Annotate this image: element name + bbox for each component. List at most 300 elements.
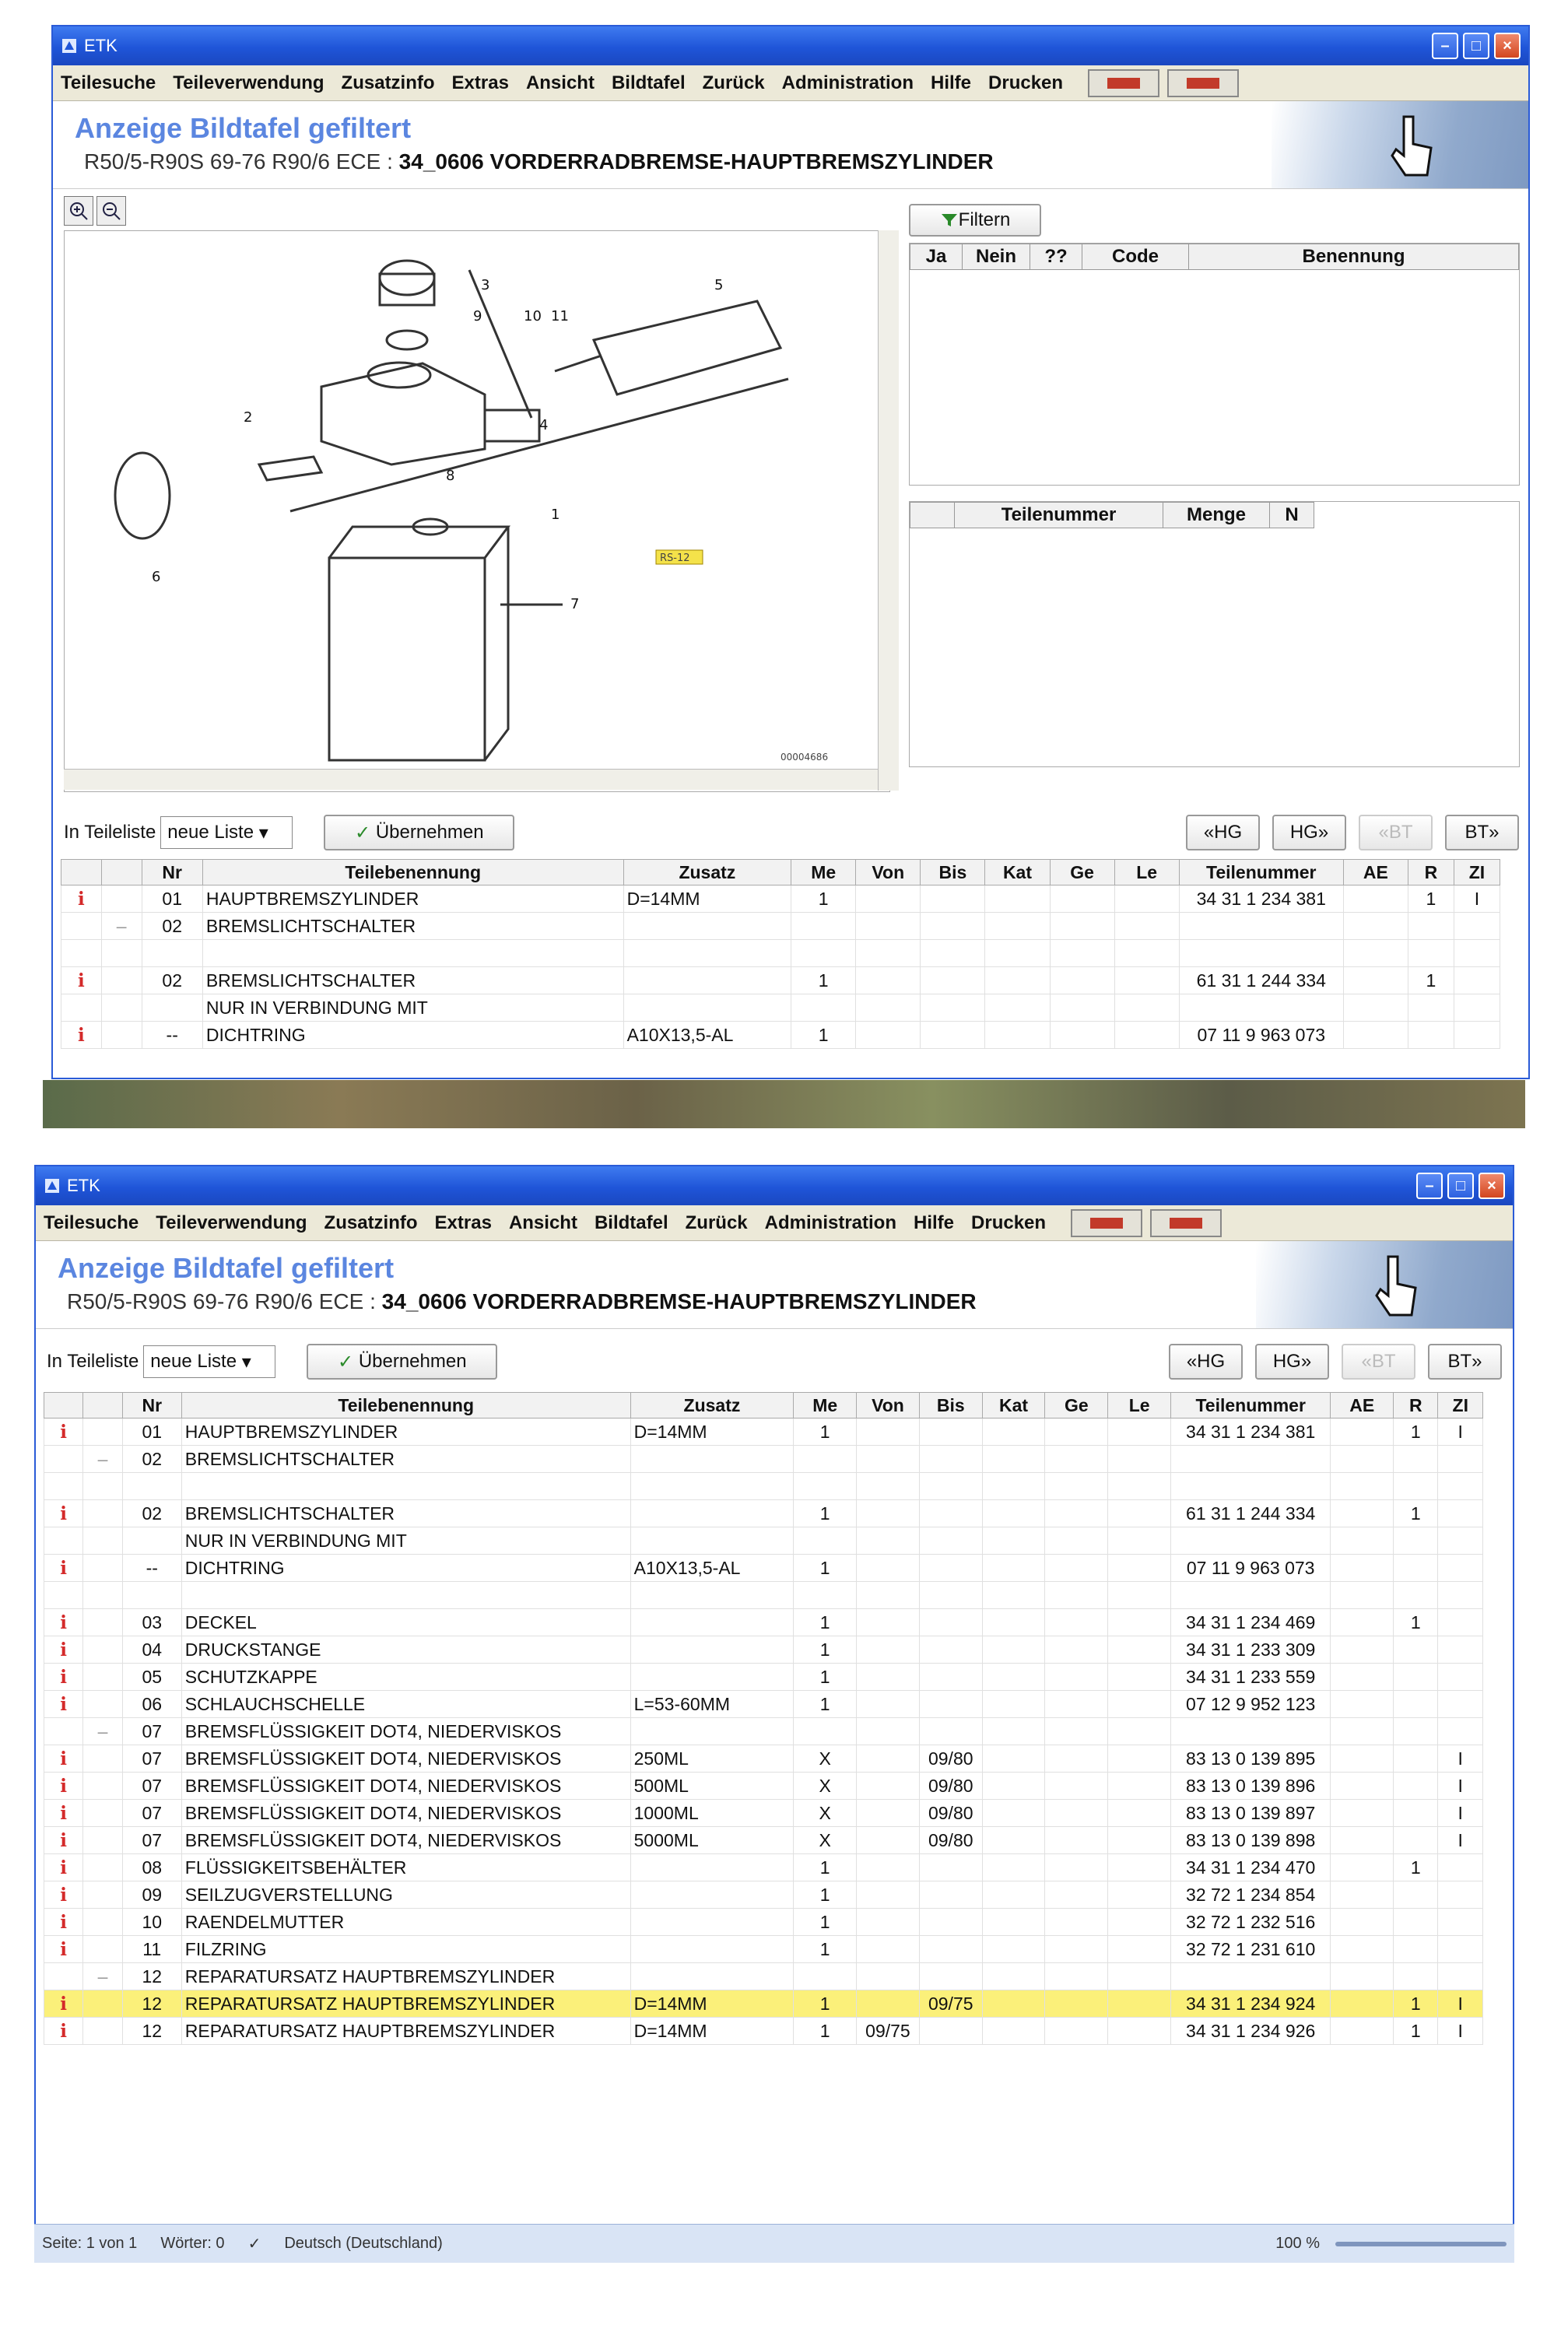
menu-item-bildtafel[interactable]: Bildtafel [594,1212,668,1233]
filter-button-label: Filtern [958,209,1011,230]
menu-item-hilfe[interactable]: Hilfe [931,72,972,93]
table-row[interactable] [44,1745,1483,1773]
cell-name: BREMSFLÜSSIGKEIT DOT4, NIEDERVISKOS [181,1745,630,1773]
toolbar-icon-b[interactable] [1167,69,1239,97]
callout-11: 11 [551,308,569,324]
zoom-out-icon [101,201,121,221]
cell-teilenummer: 34 31 1 233 559 [1171,1664,1331,1691]
cell-le [1114,967,1179,994]
menu-item-administration[interactable]: Administration [764,1212,896,1233]
cell-me [791,913,856,940]
apply-button[interactable]: ✓ Übernehmen [307,1344,497,1380]
info-icon[interactable] [44,1718,83,1745]
cell-teilenummer: 07 11 9 963 073 [1179,1022,1343,1049]
column-header[interactable]: Le [1108,1393,1171,1418]
table-row[interactable] [44,2018,1483,2045]
cell-name [181,1582,630,1609]
cell-von [857,1963,920,1990]
column-header[interactable]: Von [857,1393,920,1418]
cell-von [857,1555,920,1582]
group-label: 34_0606 VORDERRADBREMSE-HAUPTBREMSZYLINDER [381,1289,977,1313]
cell-kat [982,1773,1045,1800]
table-row[interactable] [44,1473,1483,1500]
cell-ae [1331,1990,1394,2018]
maximize-button[interactable]: □ [1463,33,1489,59]
cell-von: 09/75 [857,2018,920,2045]
cell-nr: 07 [122,1718,181,1745]
table-row[interactable] [44,1555,1483,1582]
cell-bis [919,1555,982,1582]
etk-window-top [51,25,1530,1079]
table-row[interactable] [44,1909,1483,1936]
cell-r [1408,1022,1454,1049]
column-header[interactable]: ZI [1438,1393,1483,1418]
cell-zi [1438,1963,1483,1990]
info-icon[interactable]: i [44,1854,83,1881]
cell-von [857,1990,920,2018]
cell-nr: 07 [122,1827,181,1854]
info-icon[interactable]: i [44,1500,83,1527]
info-icon[interactable]: i [44,1418,83,1446]
column-header[interactable]: AE [1331,1393,1394,1418]
cell-nr: 08 [122,1854,181,1881]
cell-ge [1050,967,1114,994]
cell-le [1108,1582,1171,1609]
cell-bis [921,967,985,994]
info-icon[interactable] [61,940,102,967]
table-row[interactable] [61,1022,1500,1049]
cell-le [1108,1990,1171,2018]
info-icon[interactable]: i [44,1609,83,1636]
menu-item-zusatzinfo[interactable]: Zusatzinfo [324,1212,418,1233]
cell-nr [122,1527,181,1555]
info-icon[interactable]: i [44,1636,83,1664]
cell-ae [1331,1881,1394,1909]
table-row[interactable] [61,994,1500,1022]
cell-name: NUR IN VERBINDUNG MIT [181,1527,630,1555]
apply-button[interactable]: ✓ Übernehmen [324,815,514,850]
menu-item-ansicht[interactable]: Ansicht [525,72,595,93]
cell-bis [919,1664,982,1691]
column-header[interactable]: Nr [122,1393,181,1418]
cell-von [856,913,921,940]
info-icon[interactable] [44,1527,83,1555]
window-title: ETK [84,36,118,55]
menu-item-ansicht[interactable]: Ansicht [508,1212,577,1233]
etk-app-icon [44,1177,61,1194]
toolbar-icon-a[interactable] [1071,1209,1142,1237]
cell-ae [1331,1582,1394,1609]
menu-item-hilfe[interactable]: Hilfe [914,1212,955,1233]
col-teilenummer[interactable]: Teilenummer [955,503,1163,528]
cell-zi [1454,1022,1500,1049]
column-header[interactable]: Bis [919,1393,982,1418]
cell-ae [1331,1745,1394,1773]
diagram-vertical-scrollbar[interactable] [878,230,899,791]
cell-ae [1331,1527,1394,1555]
parts-toolbar [47,1341,1502,1382]
cell-name [181,1473,630,1500]
cell-teilenummer [1171,1963,1331,1990]
table-row[interactable] [44,1500,1483,1527]
cell-name: FILZRING [181,1936,630,1963]
column-header[interactable]: Me [791,860,856,885]
filter-button[interactable] [909,204,1041,237]
table-row[interactable] [44,1800,1483,1827]
cell-teilenummer: 32 72 1 231 610 [1171,1936,1331,1963]
exploded-diagram[interactable] [64,230,890,792]
parts-list-label: In Teileliste [47,1351,139,1372]
table-row[interactable] [44,1527,1483,1555]
close-button[interactable]: × [1494,33,1521,59]
cell-zusatz: 5000ML [630,1827,794,1854]
maximize-button[interactable]: □ [1447,1173,1474,1199]
cell-name: HAUPTBREMSZYLINDER [181,1418,630,1446]
cell-teilenummer: 34 31 1 233 309 [1171,1636,1331,1664]
next-bt-button[interactable]: BT» [1428,1344,1502,1380]
diagram-horizontal-scrollbar[interactable] [64,769,878,790]
cell-ae [1331,1473,1394,1500]
menubar [36,1205,1513,1241]
cell-r [1394,1718,1438,1745]
table-row[interactable] [44,1582,1483,1609]
table-row[interactable] [44,1691,1483,1718]
zoom-slider[interactable] [1335,2242,1507,2246]
table-row[interactable] [44,1773,1483,1800]
cell-name: DICHTRING [202,1022,623,1049]
cell-zi [1438,1500,1483,1527]
zoom-in-button[interactable] [64,196,93,226]
column-header[interactable] [101,860,142,885]
table-row[interactable] [61,885,1500,913]
menu-item-zusatzinfo[interactable]: Zusatzinfo [341,72,435,93]
table-row[interactable] [61,913,1500,940]
info-icon[interactable]: i [44,1909,83,1936]
column-header[interactable]: Teilenummer [1179,860,1343,885]
table-row[interactable] [61,940,1500,967]
info-icon[interactable]: i [44,1664,83,1691]
col-benennung[interactable]: Benennung [1189,244,1519,270]
menu-item-teileverwendung[interactable]: Teileverwendung [173,72,324,93]
parts-table [61,859,1500,1049]
info-icon[interactable]: i [44,1800,83,1827]
cell-me: 1 [794,1990,857,2018]
table-row[interactable] [44,1418,1483,1446]
expand-marker [83,1473,122,1500]
info-icon[interactable]: i [44,1881,83,1909]
col-n[interactable]: N [1270,503,1314,528]
cell-r [1408,940,1454,967]
table-row[interactable] [44,1636,1483,1664]
parts-table [44,1392,1483,2045]
info-icon[interactable]: i [44,2018,83,2045]
cell-kat [982,1609,1045,1636]
column-header[interactable]: Von [856,860,921,885]
expand-marker [83,1609,122,1636]
cell-me: 1 [794,2018,857,2045]
cell-zusatz [630,1718,794,1745]
cell-ge [1045,1664,1108,1691]
cell-ge [1045,1691,1108,1718]
cell-me: 1 [791,1022,856,1049]
info-icon[interactable] [44,1473,83,1500]
info-icon[interactable] [61,994,102,1022]
cell-bis [921,885,985,913]
cell-teilenummer: 83 13 0 139 897 [1171,1800,1331,1827]
cell-ge [1045,1909,1108,1936]
cell-bis [919,2018,982,2045]
callout-6: 6 [152,569,161,585]
cell-bis [919,1718,982,1745]
column-header[interactable]: R [1408,860,1454,885]
menu-item-drucken[interactable]: Drucken [971,1212,1047,1233]
cell-me: 1 [794,1854,857,1881]
info-icon[interactable]: i [44,1936,83,1963]
cell-r [1408,913,1454,940]
cell-name: DRUCKSTANGE [181,1636,630,1664]
cell-name: BREMSFLÜSSIGKEIT DOT4, NIEDERVISKOS [181,1800,630,1827]
cell-zi [1438,1473,1483,1500]
next-bt-button[interactable]: BT» [1445,815,1519,850]
header-decoration [1272,101,1528,188]
column-header[interactable] [44,1393,83,1418]
cell-bis [919,1909,982,1936]
cell-zi [1438,1664,1483,1691]
cell-ge [1045,1636,1108,1664]
table-row[interactable] [44,1990,1483,2018]
cell-teilenummer: 83 13 0 139 896 [1171,1773,1331,1800]
table-row[interactable] [44,1881,1483,1909]
prev-hg-button[interactable]: «HG [1186,815,1260,850]
model-label: R50/5-R90S 69-76 R90/6 ECE : [84,149,393,174]
info-icon[interactable]: i [61,885,102,913]
cell-me: 1 [791,967,856,994]
cell-r: 1 [1394,1854,1438,1881]
info-icon[interactable] [44,1582,83,1609]
menu-item-zur-ck[interactable]: Zurück [702,72,765,93]
column-header[interactable]: R [1394,1393,1438,1418]
column-header[interactable]: Me [794,1393,857,1418]
cell-r [1394,1446,1438,1473]
menu-item-bildtafel[interactable]: Bildtafel [611,72,686,93]
cell-teilenummer [1171,1527,1331,1555]
expand-marker [83,1745,122,1773]
minimize-button[interactable]: – [1416,1173,1443,1199]
menu-item-extras[interactable]: Extras [451,72,509,93]
cell-name: REPARATURSATZ HAUPTBREMSZYLINDER [181,1990,630,2018]
cell-kat [982,1745,1045,1773]
cell-ge [1045,1555,1108,1582]
menu-item-extras[interactable]: Extras [434,1212,492,1233]
column-header[interactable]: Kat [985,860,1050,885]
cell-ae [1343,994,1408,1022]
cell-teilenummer: 07 12 9 952 123 [1171,1691,1331,1718]
cell-kat [982,1418,1045,1446]
cell-me: X [794,1773,857,1800]
cell-kat [982,1691,1045,1718]
table-row[interactable] [44,1963,1483,1990]
info-icon[interactable]: i [44,1773,83,1800]
cell-zusatz [630,1854,794,1881]
column-header[interactable]: Zusatz [623,860,791,885]
menu-item-drucken[interactable]: Drucken [988,72,1064,93]
expand-marker: – [83,1446,122,1473]
column-header[interactable]: Ge [1050,860,1114,885]
toolbar-icon-b[interactable] [1150,1209,1222,1237]
cell-name: REPARATURSATZ HAUPTBREMSZYLINDER [181,2018,630,2045]
cell-bis [919,1418,982,1446]
cell-nr: 03 [122,1609,181,1636]
column-header[interactable]: Nr [142,860,202,885]
zoom-out-button[interactable] [96,196,126,226]
expand-marker [101,885,142,913]
column-header[interactable]: Teilenummer [1171,1393,1331,1418]
cell-r [1394,1936,1438,1963]
info-icon[interactable] [44,1963,83,1990]
cell-zusatz: 1000ML [630,1800,794,1827]
col-menge[interactable]: Menge [1163,503,1270,528]
cell-zi: I [1438,1800,1483,1827]
pointer-hand-icon [1256,1241,1513,1328]
column-header[interactable]: Teilebenennung [181,1393,630,1418]
info-icon[interactable]: i [44,1691,83,1718]
info-icon[interactable]: i [44,1555,83,1582]
cell-ge [1045,1527,1108,1555]
cell-teilenummer [1179,940,1343,967]
cell-ae [1343,885,1408,913]
info-icon[interactable] [61,913,102,940]
cell-le [1114,885,1179,913]
table-row[interactable] [61,967,1500,994]
cell-bis [919,1936,982,1963]
column-header[interactable]: Le [1114,860,1179,885]
table-row[interactable] [44,1446,1483,1473]
menu-item-administration[interactable]: Administration [781,72,914,93]
cell-teilenummer: 34 31 1 234 469 [1171,1609,1331,1636]
cell-nr: 02 [142,913,202,940]
cell-bis [919,1636,982,1664]
page-header [36,1241,1513,1329]
cell-von [857,1936,920,1963]
expand-marker [101,967,142,994]
cell-von [857,1881,920,1909]
minimize-button[interactable]: – [1432,33,1458,59]
cell-le [1108,1636,1171,1664]
cell-me [794,1963,857,1990]
zoom-level[interactable]: 100 % [1275,2235,1320,2252]
table-row[interactable] [44,1664,1483,1691]
cell-kat [982,1527,1045,1555]
expand-marker [101,994,142,1022]
col-nein[interactable]: Nein [963,244,1030,270]
cell-kat [982,1718,1045,1745]
table-row[interactable] [44,1718,1483,1745]
close-button[interactable]: × [1479,1173,1505,1199]
menu-item-teileverwendung[interactable]: Teileverwendung [156,1212,307,1233]
info-icon[interactable] [44,1446,83,1473]
cell-ge [1045,1446,1108,1473]
col-code[interactable]: Code [1082,244,1189,270]
filter-table [909,243,1520,486]
cell-ae [1343,913,1408,940]
cell-me: 1 [794,1936,857,1963]
column-header[interactable] [83,1393,122,1418]
next-hg-button[interactable]: HG» [1272,815,1346,850]
cell-le [1108,1718,1171,1745]
prev-hg-button[interactable]: «HG [1169,1344,1243,1380]
cell-le [1108,1773,1171,1800]
menu-item-teilesuche[interactable]: Teilesuche [44,1212,139,1233]
expand-marker [83,2018,122,2045]
cell-ae [1331,1691,1394,1718]
cell-zi [1438,1446,1483,1473]
etk-app-icon [61,37,78,54]
cell-le [1114,940,1179,967]
info-icon[interactable]: i [44,1745,83,1773]
cell-me: X [794,1745,857,1773]
next-hg-button[interactable]: HG» [1255,1344,1329,1380]
list-select[interactable]: neue Liste ▾ [160,816,293,849]
cell-bis [921,940,985,967]
column-header[interactable]: Zusatz [630,1393,794,1418]
cell-kat [985,940,1050,967]
cell-name: BREMSLICHTSCHALTER [202,967,623,994]
table-row[interactable] [44,1827,1483,1854]
table-row[interactable] [44,1609,1483,1636]
menu-item-zur-ck[interactable]: Zurück [685,1212,748,1233]
col-blank [910,503,955,528]
prev-bt-button[interactable]: «BT [1359,815,1433,850]
cell-kat [982,1827,1045,1854]
info-icon[interactable]: i [44,1990,83,2018]
callout-1: 1 [551,507,560,523]
expand-marker [101,940,142,967]
column-header[interactable]: Kat [982,1393,1045,1418]
cell-zi [1438,1609,1483,1636]
spellcheck-icon[interactable]: ✓ [247,2236,261,2253]
prev-bt-button[interactable]: «BT [1342,1344,1415,1380]
info-icon[interactable]: i [61,1022,102,1049]
column-header[interactable]: Bis [921,860,985,885]
cell-r [1394,1773,1438,1800]
cell-ae [1331,1936,1394,1963]
info-icon[interactable]: i [61,967,102,994]
cell-nr: -- [122,1555,181,1582]
cell-bis: 09/80 [919,1773,982,1800]
language-label[interactable]: Deutsch (Deutschland) [284,2235,443,2252]
table-row[interactable] [44,1936,1483,1963]
column-header[interactable]: Teilebenennung [202,860,623,885]
cell-name: DECKEL [181,1609,630,1636]
column-header[interactable] [61,860,102,885]
cell-kat [982,2018,1045,2045]
list-select[interactable]: neue Liste ▾ [143,1345,275,1378]
col-ja[interactable]: Ja [910,244,963,270]
toolbar-icon-a[interactable] [1088,69,1159,97]
cell-r: 1 [1394,2018,1438,2045]
column-header[interactable]: AE [1343,860,1408,885]
table-row[interactable] [44,1854,1483,1881]
column-header[interactable]: Ge [1045,1393,1108,1418]
col-unknown[interactable]: ?? [1030,244,1082,270]
cell-nr: 10 [122,1909,181,1936]
cell-ae [1331,1854,1394,1881]
cell-kat [982,1664,1045,1691]
column-header[interactable]: ZI [1454,860,1500,885]
menu-item-teilesuche[interactable]: Teilesuche [61,72,156,93]
cell-kat [985,913,1050,940]
info-icon[interactable]: i [44,1827,83,1854]
